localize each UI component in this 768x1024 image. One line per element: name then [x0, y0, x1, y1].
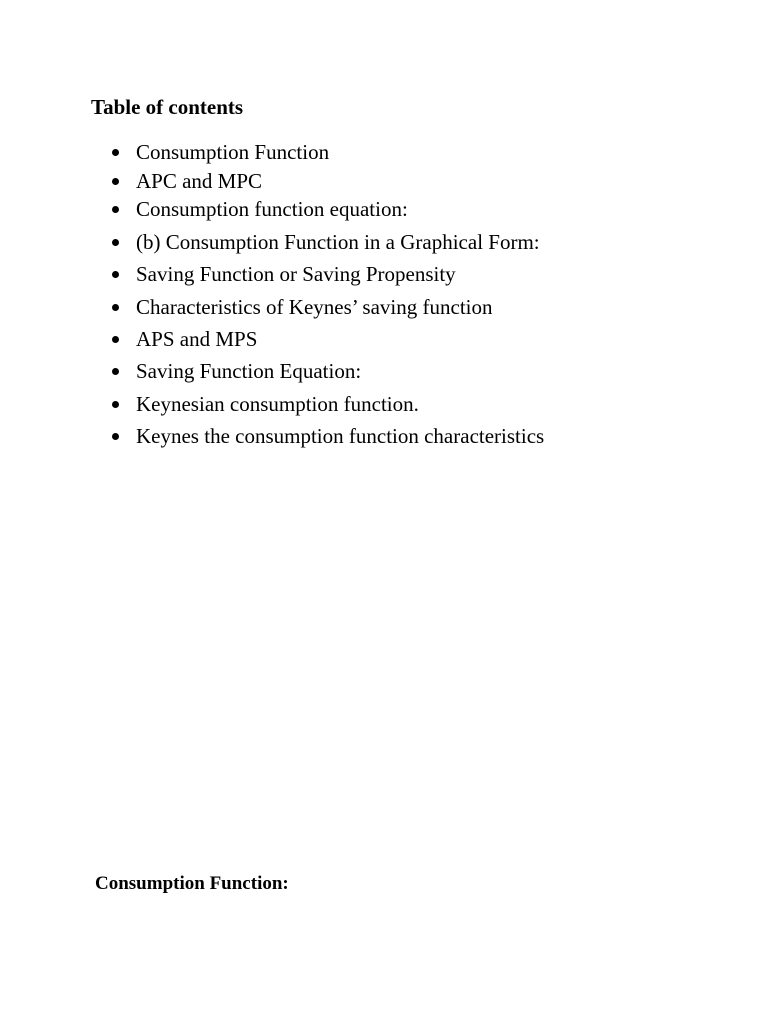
toc-item-label: Saving Function Equation: — [136, 359, 362, 383]
bullet-icon — [112, 401, 119, 408]
bullet-icon — [112, 336, 119, 343]
toc-item-label: APC and MPC — [136, 169, 263, 193]
toc-item-label: Consumption Function — [136, 140, 330, 164]
toc-item-label: APS and MPS — [136, 327, 258, 351]
toc-title: Table of contents — [91, 95, 244, 119]
bullet-icon — [112, 304, 119, 311]
toc-item-label: Characteristics of Keynes’ saving function — [136, 295, 493, 319]
toc-item-label: Keynes the consumption function characteristics — [136, 424, 545, 448]
toc-item-label: Saving Function or Saving Propensity — [136, 262, 456, 286]
bullet-icon — [112, 368, 119, 375]
toc-item-label: (b) Consumption Function in a Graphical Form: — [136, 230, 540, 254]
toc-item-label: Keynesian consumption function. — [136, 392, 419, 416]
bullet-icon — [112, 271, 119, 278]
section-heading: Consumption Function: — [95, 873, 289, 894]
toc-item-label: Consumption function equation: — [136, 197, 408, 221]
bullet-icon — [112, 149, 119, 156]
bullet-icon — [112, 433, 119, 440]
bullet-icon — [112, 206, 119, 213]
bullet-icon — [112, 239, 119, 246]
bullet-icon — [112, 178, 119, 185]
